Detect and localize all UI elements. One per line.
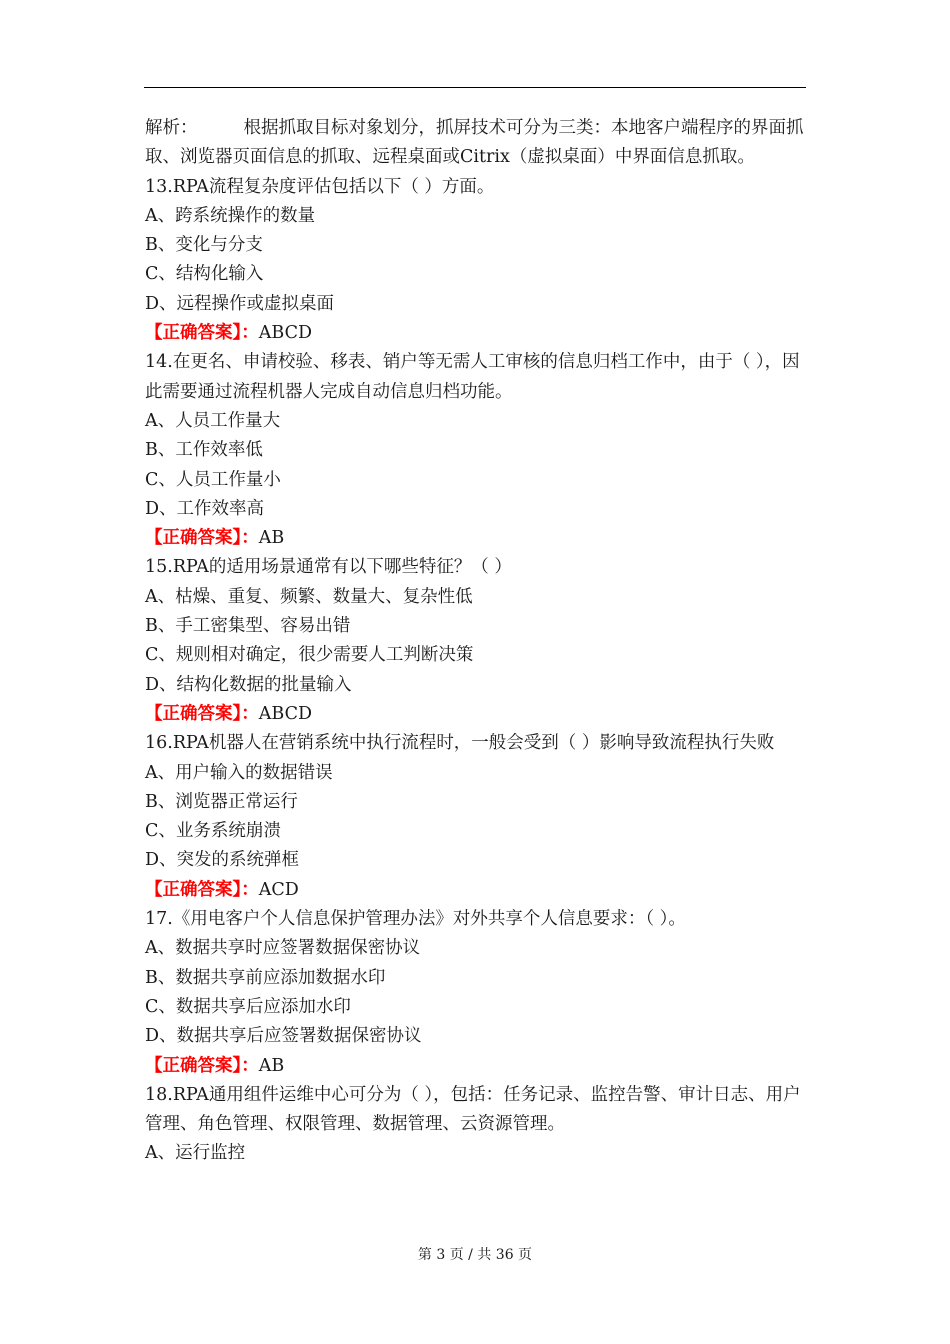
analysis-text: 根据抓取目标对象划分，抓屏技术可分为三类：本地客户端程序的界面抓取、浏览器页面信息的抓取、远程桌面或Citrix（虚拟桌面）中界面信息抓取。 xyxy=(145,118,804,168)
answer-value: AB xyxy=(258,528,285,549)
answer-tag: 【正确答案】： xyxy=(145,323,259,344)
answer-value: ABCD xyxy=(258,703,312,724)
document-body xyxy=(145,114,807,1169)
question-stem: 15.RPA的适用场景通常有以下哪些特征？（ ） xyxy=(145,557,512,578)
answer-tag: 【正确答案】： xyxy=(145,1055,259,1076)
answer-value: ABCD xyxy=(258,323,312,344)
page-footer: 第 3 页 / 共 36 页 xyxy=(417,1247,533,1263)
answer-line xyxy=(145,1052,807,1081)
analysis-label: 解析： xyxy=(145,118,198,138)
answer-line xyxy=(145,524,807,553)
option: C、人员工作量小 xyxy=(145,469,281,490)
answer-line xyxy=(145,700,807,729)
answer-tag: 【正确答案】： xyxy=(145,528,259,549)
question-stem: 13.RPA流程复杂度评估包括以下（ ）方面。 xyxy=(145,176,495,197)
answer-tag: 【正确答案】： xyxy=(145,703,259,724)
question-stem: 14.在更名、申请校验、移表、销户等无需人工审核的信息归档工作中，由于（ ），因此需要通过流程机器人完成自动信息归档功能。 xyxy=(145,352,800,402)
question-stem: 17.《用电客户个人信息保护管理办法》对外共享个人信息要求：（ ）。 xyxy=(145,909,686,930)
header-rule xyxy=(144,87,806,88)
option: D、结构化数据的批量输入 xyxy=(145,674,352,695)
answer-tag: 【正确答案】： xyxy=(145,879,259,900)
option: B、浏览器正常运行 xyxy=(145,791,298,812)
analysis-paragraph xyxy=(145,114,807,173)
option: B、变化与分支 xyxy=(145,235,263,256)
option: B、工作效率低 xyxy=(145,440,263,461)
option: A、运行监控 xyxy=(145,1143,246,1164)
option: A、用户输入的数据错误 xyxy=(145,762,333,783)
answer-value: ACD xyxy=(258,879,299,900)
option: D、远程操作或虚拟桌面 xyxy=(145,293,335,314)
question-stem: 18.RPA通用组件运维中心可分为（ ），包括：任务记录、监控告警、审计日志、用户管理、角色管理、权限管理、数据管理、云资源管理。 xyxy=(145,1084,801,1135)
option: C、结构化输入 xyxy=(145,264,264,285)
answer-line xyxy=(145,319,807,348)
option: C、数据共享后应添加水印 xyxy=(145,996,351,1017)
answer-line xyxy=(145,876,807,905)
option: D、突发的系统弹框 xyxy=(145,850,300,871)
option: B、手工密集型、容易出错 xyxy=(145,616,351,637)
option: D、工作效率高 xyxy=(145,498,265,519)
option: C、业务系统崩溃 xyxy=(145,821,281,842)
question-stem: 16.RPA机器人在营销系统中执行流程时，一般会受到（ ）影响导致流程执行失败 xyxy=(145,733,775,754)
option: A、枯燥、重复、频繁、数量大、复杂性低 xyxy=(145,586,473,607)
option: D、数据共享后应签署数据保密协议 xyxy=(145,1026,422,1047)
option: A、跨系统操作的数量 xyxy=(145,205,316,226)
option: A、数据共享时应签署数据保密协议 xyxy=(145,938,421,959)
option: B、数据共享前应添加数据水印 xyxy=(145,967,386,988)
option: A、人员工作量大 xyxy=(145,410,281,431)
answer-value: AB xyxy=(258,1055,285,1076)
option: C、规则相对确定，很少需要人工判断决策 xyxy=(145,645,474,666)
